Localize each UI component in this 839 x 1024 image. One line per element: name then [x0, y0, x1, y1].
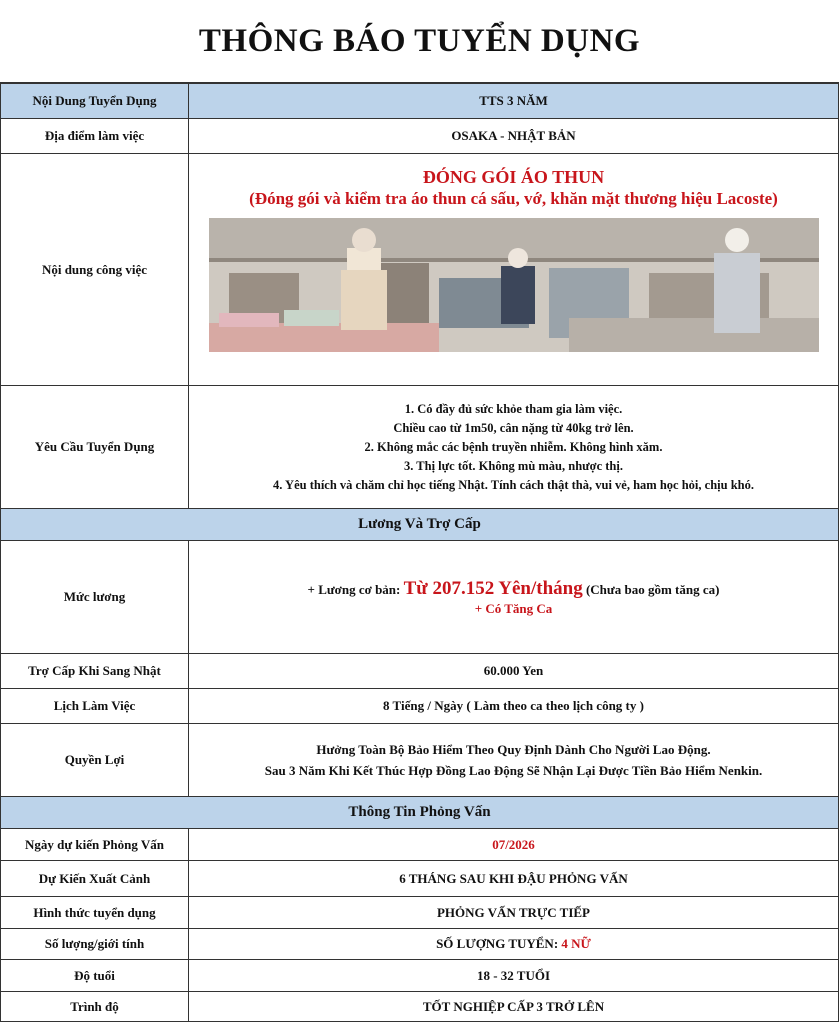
- value-tro-cap: 60.000 Yen: [189, 654, 839, 689]
- row-quyen-loi: [1, 724, 839, 797]
- label-noi-dung: Nội Dung Tuyển Dụng: [1, 84, 189, 119]
- req-line: 1. Có đầy đủ sức khỏe tham gia làm việc.: [404, 401, 623, 416]
- label-muc-luong: Mức lương: [1, 541, 189, 654]
- salary-amount: Từ 207.152 Yên/tháng: [403, 577, 583, 599]
- quota-text: SỐ LƯỢNG TUYỂN:: [436, 936, 562, 951]
- value-lich: 8 Tiếng / Ngày ( Làm theo ca theo lịch công ty ): [189, 689, 839, 724]
- benefit-line: Sau 3 Năm Khi Kết Thúc Hợp Đồng Lao Động Sẽ Nhận Lại Được Tiền Bảo Hiểm Nenkin.: [264, 763, 763, 778]
- label-trinh-do: Trình độ: [1, 992, 189, 1022]
- value-dia-diem: OSAKA - NHẬT BẢN: [189, 119, 839, 154]
- label-lich: Lịch Làm Việc: [1, 689, 189, 724]
- row-phong-van-header: [1, 797, 839, 829]
- value-muc-luong: [189, 541, 839, 654]
- row-hinh-thuc: [1, 897, 839, 929]
- label-quyen-loi: Quyền Lợi: [1, 724, 189, 797]
- factory-photo: [209, 218, 819, 352]
- label-cong-viec: Nội dung công việc: [1, 154, 189, 386]
- label-so-luong: Số lượng/giới tính: [1, 929, 189, 960]
- label-ngay-pv: Ngày dự kiến Phỏng Vấn: [1, 829, 189, 861]
- req-line: 3. Thị lực tốt. Không mù màu, nhược thị.: [404, 458, 623, 473]
- req-line: Chiều cao từ 1m50, cân nặng từ 40kg trở lên.: [393, 420, 634, 435]
- value-do-tuoi: 18 - 32 TUỔI: [189, 960, 839, 992]
- req-line: 2. Không mắc các bệnh truyền nhiễm. Không hình xăm.: [364, 439, 663, 454]
- label-do-tuoi: Độ tuổi: [1, 960, 189, 992]
- value-trinh-do: TỐT NGHIỆP CẤP 3 TRỞ LÊN: [189, 992, 839, 1022]
- section-header-interview: Thông Tin Phỏng Vấn: [1, 797, 839, 829]
- value-yeu-cau: [189, 386, 839, 509]
- row-muc-luong: [1, 541, 839, 654]
- row-trinh-do: [1, 992, 839, 1022]
- value-so-luong: [189, 929, 839, 960]
- job-title: ĐÓNG GÓI ÁO THUN: [422, 167, 605, 187]
- row-noi-dung: [1, 84, 839, 119]
- row-dia-diem: [1, 119, 839, 154]
- label-xuat-canh: Dự Kiến Xuất Cảnh: [1, 861, 189, 897]
- value-cong-viec: [189, 154, 839, 386]
- row-yeu-cau: [1, 386, 839, 509]
- row-xuat-canh: [1, 861, 839, 897]
- value-quyen-loi: [189, 724, 839, 797]
- salary-line: [195, 578, 832, 601]
- label-tro-cap: Trợ Cấp Khi Sang Nhật: [1, 654, 189, 689]
- salary-prefix: + Lương cơ bản:: [307, 581, 404, 597]
- row-do-tuoi: [1, 960, 839, 992]
- value-ngay-pv: 07/2026: [189, 829, 839, 861]
- row-luong-header: [1, 509, 839, 541]
- benefit-line: Hưởng Toàn Bộ Bảo Hiểm Theo Quy Định Dành Cho Người Lao Động.: [316, 742, 711, 757]
- value-xuat-canh: 6 THÁNG SAU KHI ĐẬU PHỎNG VẤN: [189, 861, 839, 897]
- row-cong-viec: [1, 154, 839, 386]
- factory-photo-illustration: [209, 218, 819, 352]
- label-yeu-cau: Yêu Cầu Tuyển Dụng: [1, 386, 189, 509]
- label-dia-diem: Địa điểm làm việc: [1, 119, 189, 154]
- value-hinh-thuc: PHỎNG VẤN TRỰC TIẾP: [189, 897, 839, 929]
- recruitment-table: [0, 83, 839, 1022]
- row-lich: [1, 689, 839, 724]
- notice-title: THÔNG BÁO TUYỂN DỤNG: [0, 0, 839, 83]
- overtime-note: + Có Tăng Ca: [474, 600, 553, 616]
- label-hinh-thuc: Hình thức tuyển dụng: [1, 897, 189, 929]
- req-line: 4. Yêu thích và chăm chỉ học tiếng Nhật. Tính cách thật thà, vui vẻ, ham học hỏi, chịu khó.: [273, 477, 754, 492]
- value-noi-dung: TTS 3 NĂM: [189, 84, 839, 119]
- salary-note: (Chưa bao gồm tăng ca): [582, 581, 720, 597]
- section-header-salary: Lương Và Trợ Cấp: [1, 509, 839, 541]
- row-ngay-pv: [1, 829, 839, 861]
- row-so-luong: [1, 929, 839, 960]
- row-tro-cap: [1, 654, 839, 689]
- quota-value: 4 NỮ: [561, 936, 591, 951]
- job-subtitle: (Đóng gói và kiểm tra áo thun cá sấu, vớ, khăn mặt thương hiệu Lacoste): [249, 189, 778, 208]
